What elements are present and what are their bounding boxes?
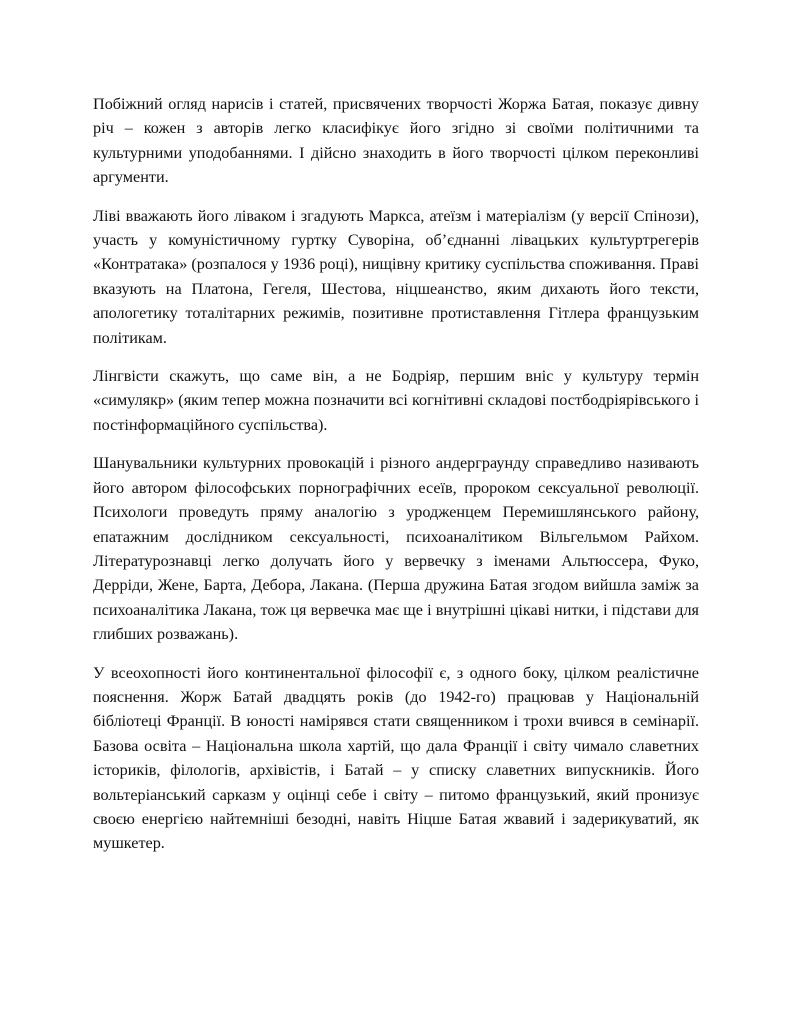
paragraph-biography: У всеохопності його континентальної філософії є, з одного боку, цілком реалістичне пояснення. Жорж Батай двадцять років (до 1942-го) працював у Національній бібліотеці Франції. В юності намірявся стати священником і трохи вчився в семінарії. Базова освіта – Національна школа хартій, що дала Франції і світу чимало славетних істориків, філологів, архівістів, і Батай – у списку славетних випускників. Його вольтеріанський сарказм у оцінці себе і світу – питомо французький, який пронизує своєю енергією найтемніші безодні, навіть Ніцше Батая жвавий і задерикуватий, як мушкетер.	[93, 663, 699, 853]
paragraph-left-right-views: Ліві вважають його ліваком і згадують Маркса, атеїзм і матеріалізм (у версії Спінози), участь у комуністичному гуртку Суворіна, об’єднанні лівацьких культуртрегерів «Контратака» (розпалося у 1936 році), нищівну критику суспільства споживання. Праві вказують на Платона, Гегеля, Шестова, ніцшеанство, яким дихають його тексти, апологетику тоталітарних режимів, позитивне протиставлення Гітлера французьким політикам.	[93, 206, 699, 347]
paragraph-intro: Побіжний огляд нарисів і статей, присвячених творчості Жоржа Батая, показує дивну річ – кожен з авторів легко класифікує його згідно зі своїми політичними та культурними уподобаннями. І дійсно знаходить в його творчості цілком переконливі аргументи.	[93, 95, 699, 187]
document-body	[93, 92, 699, 870]
paragraph-provocations: Шанувальники культурних провокацій і різного андерграунду справедливо називають його автором філософських порнографічних есеїв, пророком сексуальної революції. Психологи проведуть пряму аналогію з уродженцем Перемишлянського району, епатажним дослідником сексуальності, психоаналітиком Вільгельмом Райхом. Літературознавці легко долучать його у вервечку з іменами Альтюссера, Фуко, Дерріди, Жене, Барта, Дебора, Лакана. (Перша дружина Батая згодом вийшла заміж за психоаналітика Лакана, тож ця вервечка має ще і внутрішні цікаві нитки, і підстави для глибших розважань).	[93, 454, 699, 644]
paragraph-linguists: Лінгвісти скажуть, що саме він, а не Бодріяр, першим вніс у культуру термін «симулякр» (яким тепер можна позначити всі когнітивні складові постбодріярівського і постінформаційного суспільства).	[93, 367, 699, 434]
